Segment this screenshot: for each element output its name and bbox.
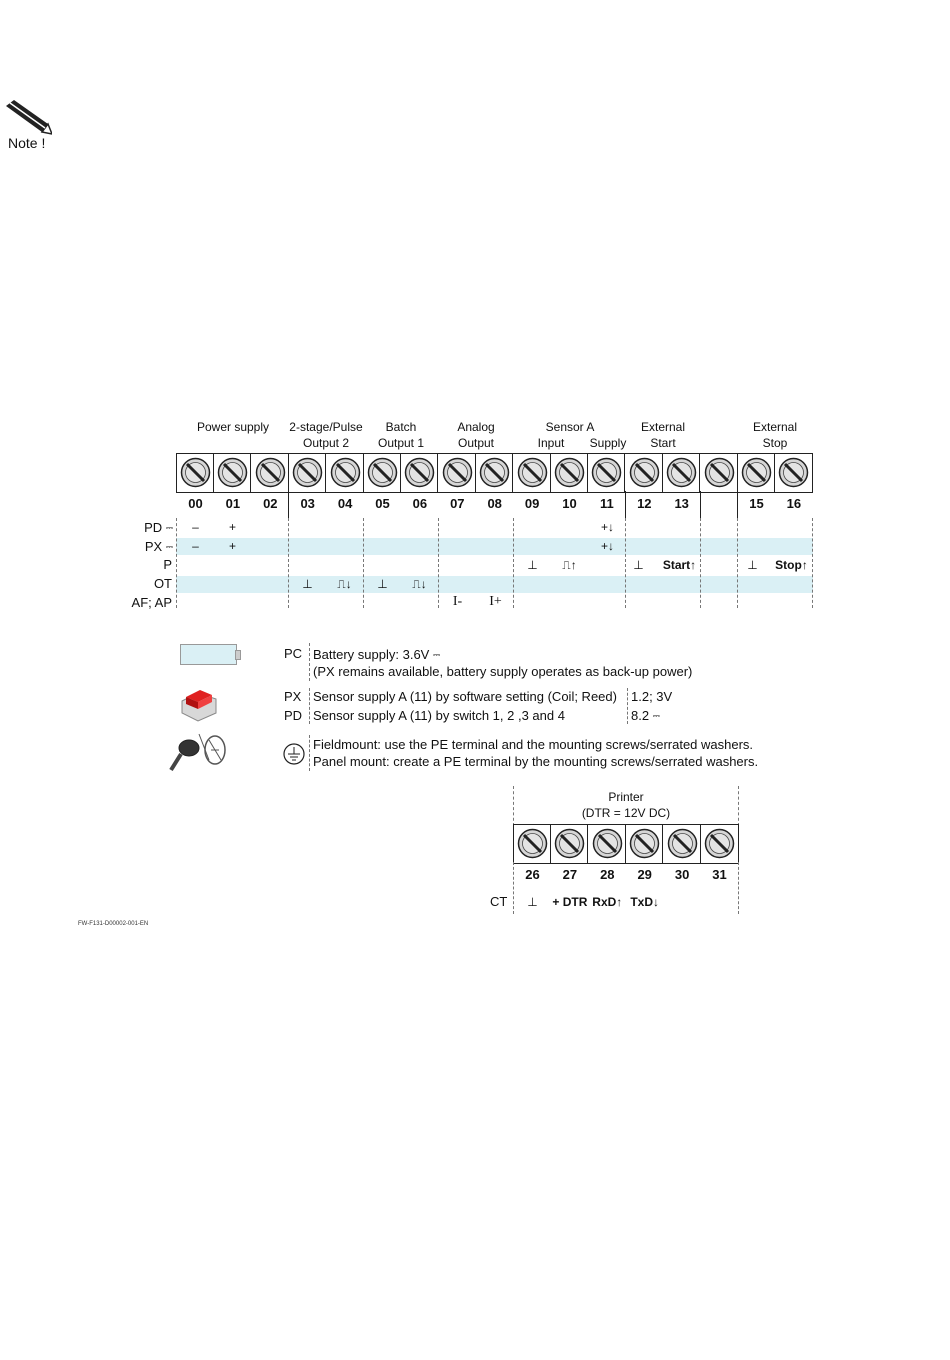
terminal-number: 06 (412, 496, 428, 511)
cell-p-15: ⊥ (747, 558, 758, 572)
legend-pd-value: 8.2 ⎓ (631, 708, 659, 723)
group-input: Input (537, 436, 565, 450)
legend-px-label: PX (284, 689, 302, 704)
group-supply: Supply (589, 436, 627, 450)
terminal-number: 05 (375, 496, 390, 511)
group-external-start: External Start (640, 420, 686, 450)
terminal-number: 02 (263, 496, 278, 511)
terminal-screw (738, 454, 775, 492)
terminal-screw (514, 825, 551, 863)
printer-cell: ⊥ (527, 895, 538, 909)
legend-divider (627, 688, 628, 724)
cell-px-01: + (228, 539, 236, 553)
legend-pc-line2: (PX remains available, battery supply operates as back-up power) (313, 664, 693, 679)
terminal-number: 08 (487, 496, 502, 511)
group-external-stop: External Stop (752, 420, 798, 450)
figure-code: FW-F131-D00002-001-EN (78, 921, 149, 927)
dip-switch-icon (180, 687, 218, 723)
legend-px-value: 1.2; 3V (631, 689, 673, 704)
cell-pd-00: – (192, 520, 199, 534)
printer-title: Printer (DTR = 12V DC) (581, 790, 671, 820)
group-sensor-a: Sensor A (545, 420, 595, 434)
group-divider (700, 518, 701, 608)
group-power-supply: Power supply (196, 420, 270, 434)
group-divider (812, 518, 813, 608)
cell-af-07: I- (452, 594, 463, 609)
printer-cell: RxD↑ (592, 895, 623, 909)
cell-ot-06: ⎍↓ (412, 577, 427, 591)
cell-p-10: ⎍↑ (562, 558, 577, 572)
battery-terminal-icon (235, 650, 241, 660)
terminal-screw (476, 454, 513, 492)
battery-icon (180, 644, 237, 665)
row-label-ot: OT (153, 576, 172, 591)
printer-cell: + DTR (552, 895, 588, 909)
terminal-screw (551, 454, 588, 492)
terminal-number: 16 (786, 496, 802, 511)
cell-p-12: ⊥ (633, 558, 644, 572)
cell-ot-05: ⊥ (377, 577, 388, 591)
printer-terminal-number: 30 (674, 867, 690, 882)
row-label-p: P (163, 557, 172, 572)
legend-divider (309, 643, 310, 681)
terminal-screw (664, 825, 701, 863)
terminal-screw (252, 454, 289, 492)
note-label: Note ! (8, 135, 46, 151)
printer-terminal-number: 29 (637, 867, 652, 882)
group-divider (363, 518, 364, 608)
mounting-screw-icon (169, 730, 229, 774)
legend-pe-line2: Panel mount: create a PE terminal by the mounting screws/serrated washers. (313, 754, 759, 769)
legend-pe-line1: Fieldmount: use the PE terminal and the mounting screws/serrated washers. (313, 737, 754, 752)
row-label-px: PX ⎓ (144, 539, 172, 554)
terminal-number: 00 (188, 496, 203, 511)
terminal-screw (701, 454, 738, 492)
cell-ot-04: ⎍↓ (337, 577, 352, 591)
printer-cell: TxD↓ (630, 895, 660, 909)
printer-divider (738, 786, 739, 826)
terminal-screw (439, 454, 476, 492)
terminal-screw (775, 454, 812, 492)
terminal-number: 10 (562, 496, 577, 511)
legend-divider (309, 735, 310, 771)
terminal-screw (401, 454, 438, 492)
terminal-screw (588, 454, 625, 492)
terminal-screw (626, 825, 663, 863)
cell-ot-03: ⊥ (302, 577, 313, 591)
printer-terminal-number: 28 (600, 867, 615, 882)
terminal-strip-main (176, 453, 813, 493)
group-divider (288, 518, 289, 608)
printer-terminal-number: 27 (562, 867, 578, 882)
terminal-strip-printer (513, 824, 739, 864)
cell-px-11: +↓ (600, 539, 614, 553)
cell-p-16: Stop↑ (775, 558, 808, 572)
cell-af-08: I+ (489, 594, 502, 609)
terminal-number: 13 (674, 496, 689, 511)
terminal-number: 07 (450, 496, 465, 511)
row-label-pd: PD ⎓ (144, 520, 172, 535)
terminal-number: 12 (637, 496, 652, 511)
terminal-screw (327, 454, 364, 492)
legend-pd-label: PD (284, 708, 303, 723)
pencil-note-icon (4, 98, 52, 138)
cell-pd-11: +↓ (600, 520, 614, 534)
printer-divider (738, 862, 739, 914)
terminal-screw (514, 454, 551, 492)
terminal-number: 09 (524, 496, 540, 511)
terminal-screw (589, 825, 626, 863)
terminal-screw (626, 454, 663, 492)
terminal-screw (177, 454, 214, 492)
row-bg-px (176, 538, 813, 555)
cell-p-09: ⊥ (527, 558, 538, 572)
legend-divider (309, 688, 310, 724)
terminal-number: 04 (337, 496, 353, 511)
printer-terminal-number: 31 (712, 867, 727, 882)
terminal-screw (214, 454, 251, 492)
row-bg-ot (176, 576, 813, 593)
cell-p-13: Start↑ (662, 558, 697, 572)
terminal-number: 11 (600, 496, 614, 511)
group-2stage-pulse: 2-stage/Pulse Output 2 (289, 420, 363, 450)
terminal-number: 01 (225, 496, 241, 511)
group-analog: Analog Output (457, 420, 495, 450)
printer-terminal-number: 26 (525, 867, 540, 882)
legend-pc-line1: Battery supply: 3.6V ⎓ (313, 647, 440, 662)
terminal-screw (289, 454, 326, 492)
terminal-number: 03 (300, 496, 315, 511)
terminal-number: 15 (749, 496, 764, 511)
terminal-screw (551, 825, 588, 863)
terminal-screw (364, 454, 401, 492)
terminal-screw (701, 825, 738, 863)
cell-px-00: – (192, 539, 199, 553)
row-label-af-ap: AF; AP (131, 595, 172, 610)
printer-row-label: CT (490, 894, 508, 909)
legend-pd-text: Sensor supply A (11) by switch 1, 2 ,3 and 4 (313, 708, 565, 723)
cell-pd-01: + (228, 520, 236, 534)
legend-px-text: Sensor supply A (11) by software setting (Coil; Reed) (313, 689, 617, 704)
terminal-screw (663, 454, 700, 492)
group-batch: Batch Output 1 (377, 420, 425, 450)
legend-pc-label: PC (284, 646, 303, 661)
ground-pe-icon (283, 742, 305, 766)
